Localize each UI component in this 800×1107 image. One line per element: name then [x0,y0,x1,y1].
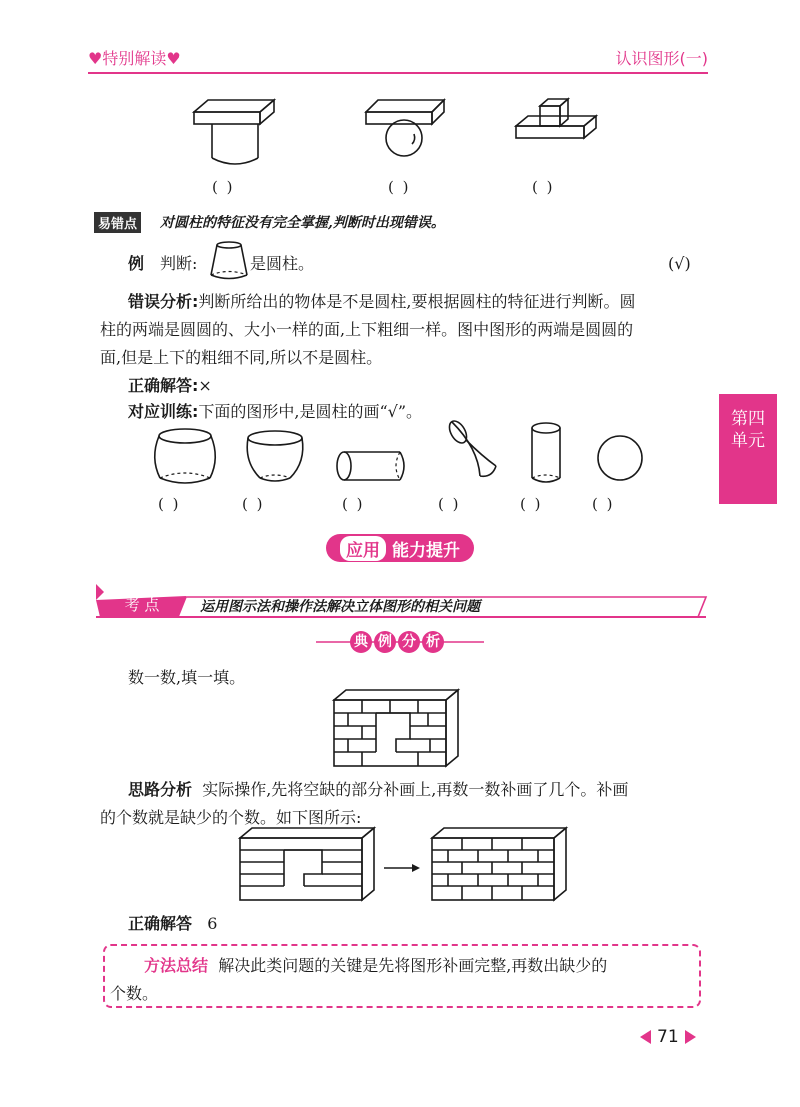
example-suffix: 是圆柱。 [250,254,315,273]
answer-blank-1[interactable]: ( ) [212,178,235,196]
analysis-line-3: 面,但是上下的粗细不同,所以不是圆柱。 [100,348,383,367]
method-line-1 [144,952,700,980]
page-number-value: 71 [657,1027,679,1047]
unit-tab-line-1: 第四 [731,409,765,429]
header-section-title: ♥特别解读♥ [88,49,181,68]
correct-answer-2-value: 6 [207,914,218,933]
arrow-icon [384,864,420,872]
wall-before [240,828,374,900]
example-prefix: 判断: [160,254,198,273]
thinking-text-1: 实际操作,先将空缺的部分补画上,再数一数补画了几个。补画 [202,780,629,799]
kaodian-label: 考 点 [124,596,160,614]
thinking-line-2: 的个数就是缺少的个数。如下图所示: [100,808,362,827]
header-chapter-title: 认识图形(一) [615,49,708,68]
practice-blank-5[interactable]: ( ) [520,495,543,513]
correct-answer-2 [128,910,217,938]
thinking-label: 思路分析 [128,780,193,799]
practice-blank-6[interactable]: ( ) [592,495,615,513]
correct-answer-1-label: 正确解答: [128,376,199,395]
practice-blank-4[interactable]: ( ) [438,495,461,513]
practice-text: 下面的图形中,是圆柱的画“√”。 [198,402,423,421]
example-label: 例 [128,254,145,273]
error-prone-text: 对圆柱的特征没有完全掌握,判断时出现错误。 [160,215,445,231]
dianli-char-1: 典 [350,631,372,653]
dianli-char-2: 例 [374,631,396,653]
practice-label: 对应训练: [128,402,199,421]
banner-text: 能力提升 [392,540,460,561]
dianli-char-3: 分 [398,631,420,653]
wall-after [432,828,566,900]
question-text: 数一数,填一填。 [128,668,246,687]
page-number [640,1027,696,1047]
practice-blank-1[interactable]: ( ) [158,495,181,513]
analysis-text-1: 判断所给出的物体是不是圆柱,要根据圆柱的特征进行判断。圆 [198,292,636,311]
answer-blank-2[interactable]: ( ) [388,178,411,196]
method-text-1: 解决此类问题的关键是先将图形补画完整,再数出缺少的 [218,956,608,975]
analysis-line-2: 柱的两端是圆圆的、大小一样的面,上下粗细一样。图中图形的两端是圆圆的 [100,320,634,339]
practice-blank-3[interactable]: ( ) [342,495,365,513]
kaodian-text: 运用图示法和操作法解决立体图形的相关问题 [200,599,480,615]
method-title: 方法总结 [144,956,209,975]
correct-answer-1-value: × [198,376,212,395]
method-line-2: 个数。 [110,984,159,1003]
banner-pill: 应用 [340,536,386,561]
practice-blank-2[interactable]: ( ) [242,495,265,513]
analysis-label: 错误分析: [128,292,199,311]
next-page-icon[interactable] [685,1030,696,1044]
prev-page-icon[interactable] [640,1030,651,1044]
example-answer: (√) [668,254,691,273]
correct-answer-2-label: 正确解答 [128,914,193,933]
error-prone-tag: 易错点 [94,212,141,233]
dianli-char-4: 析 [422,631,444,653]
answer-blank-3[interactable]: ( ) [532,178,555,196]
unit-tab-line-2: 单元 [731,431,765,451]
